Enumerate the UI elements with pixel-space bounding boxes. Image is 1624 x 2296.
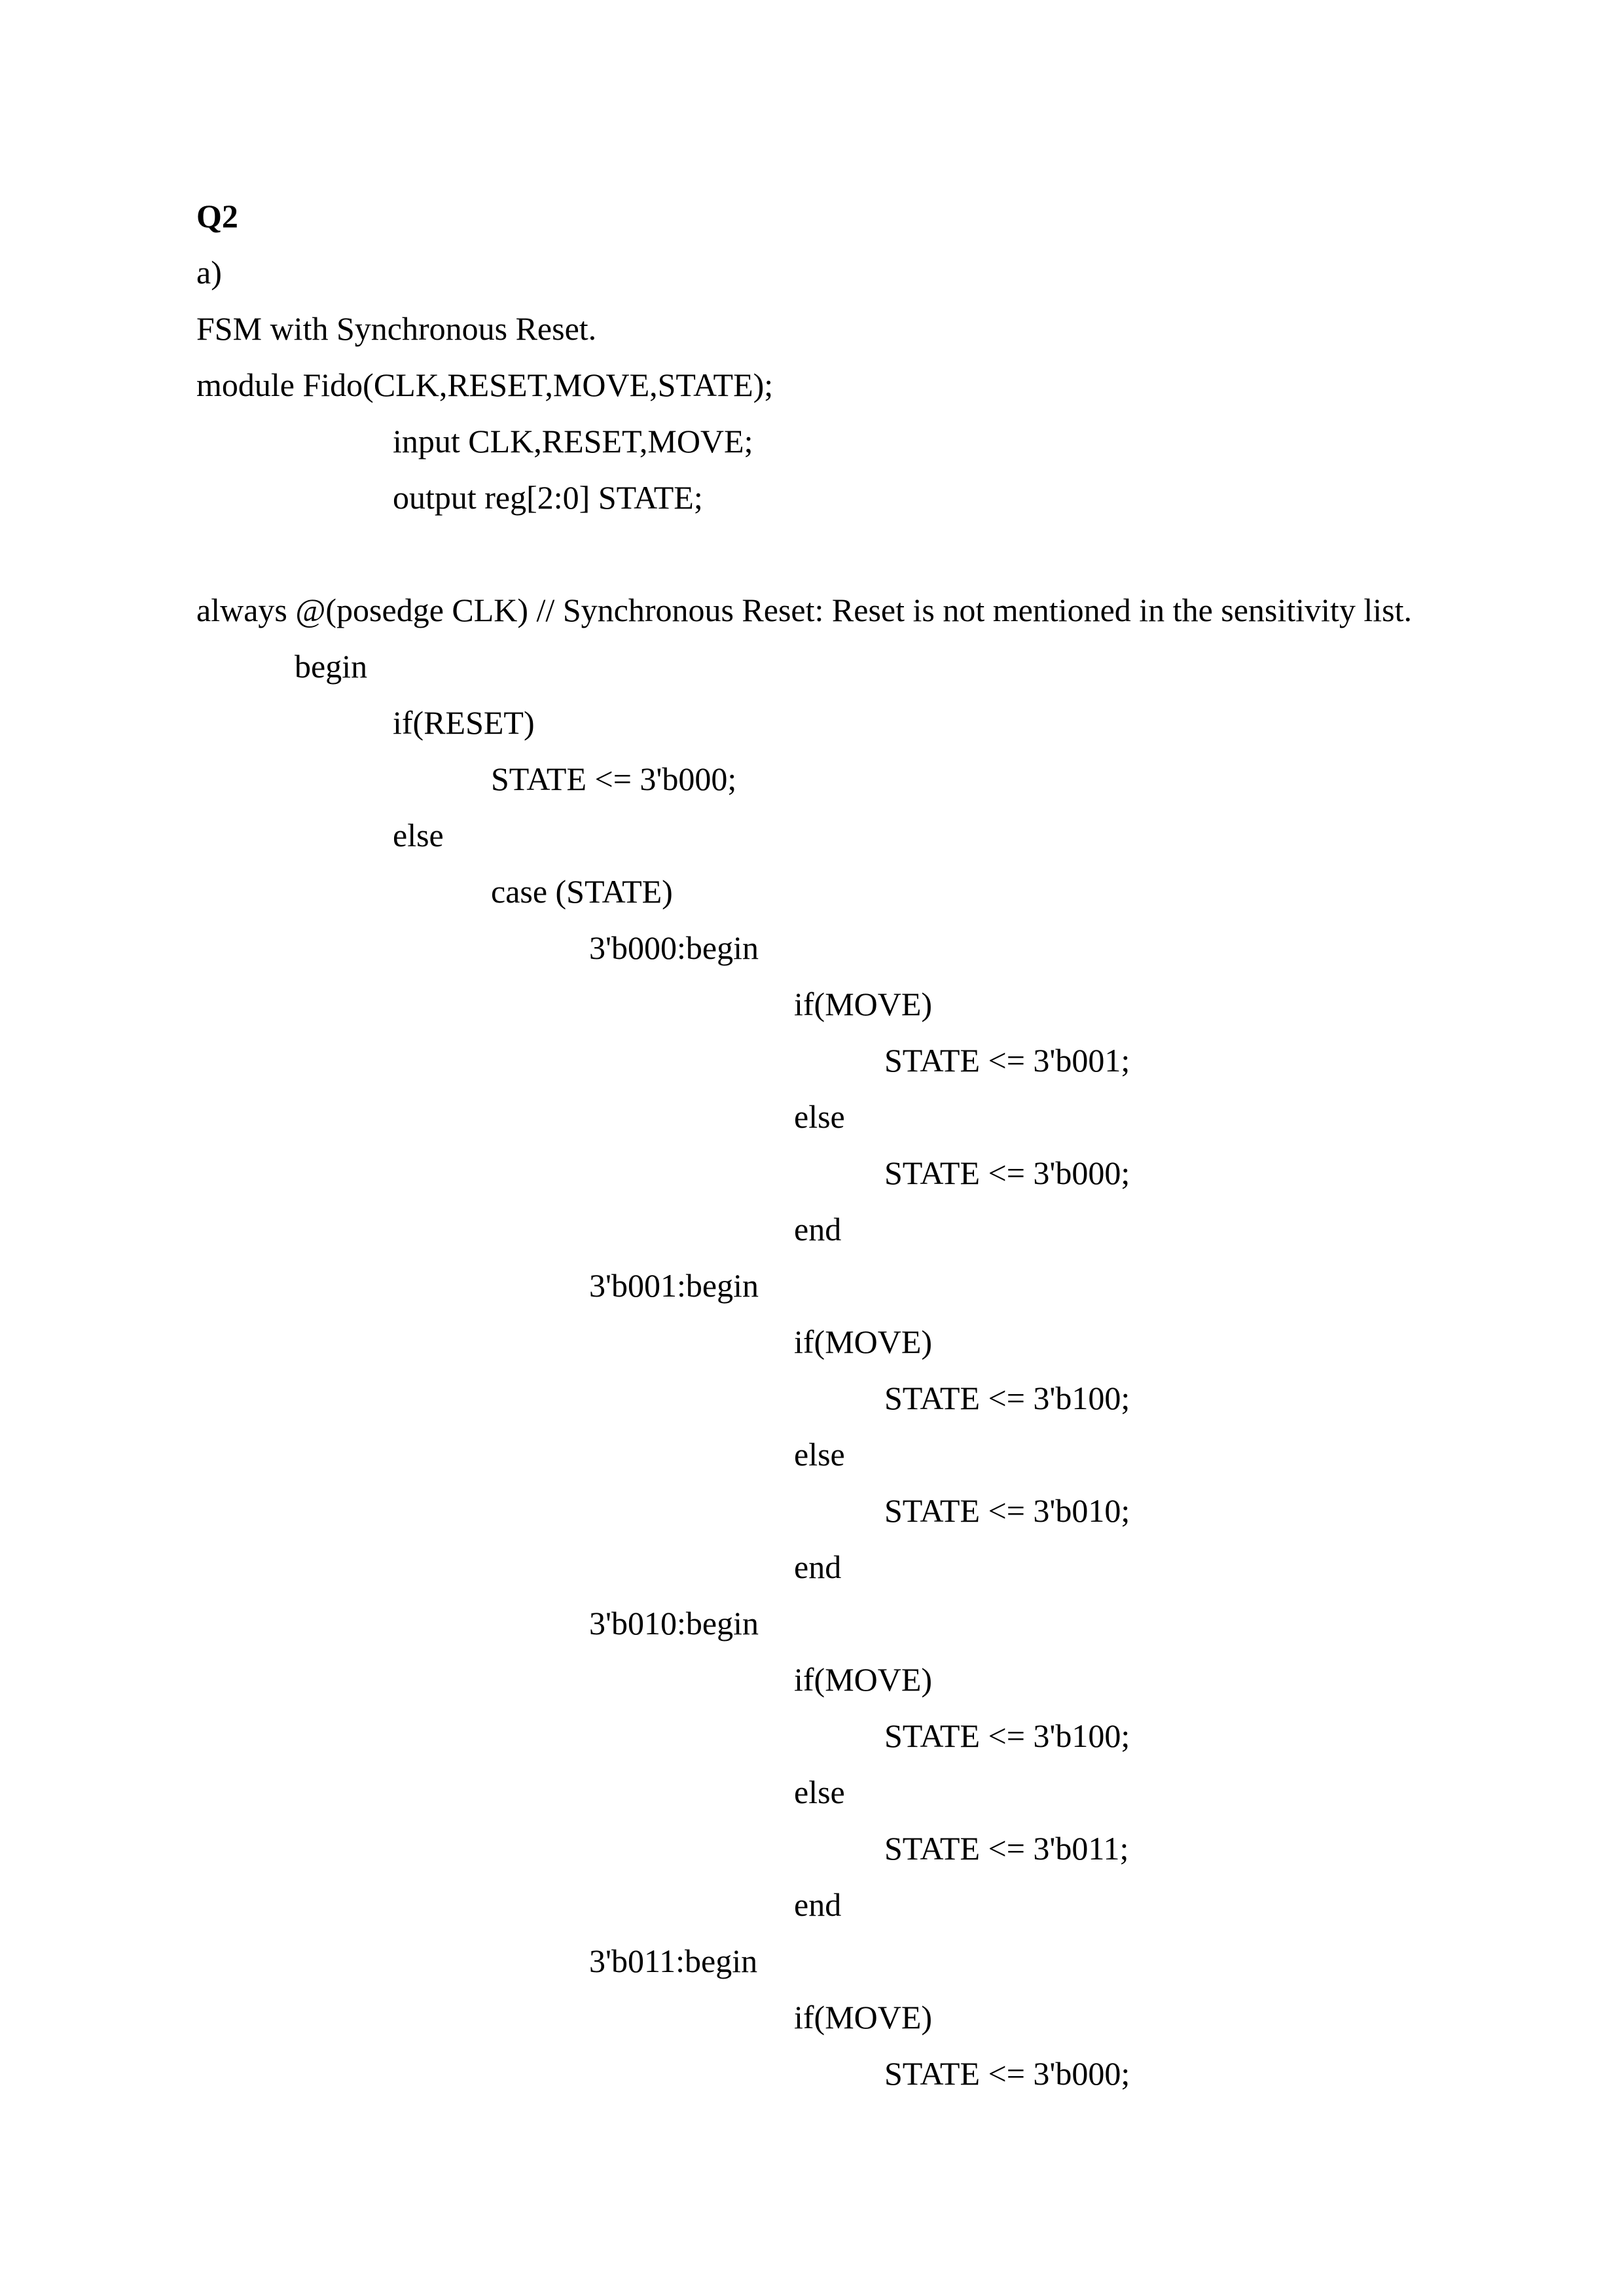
code-line: else — [794, 1436, 845, 1473]
code-line: case (STATE) — [491, 873, 673, 910]
code-line: else — [794, 1774, 845, 1810]
code-line: else — [393, 817, 444, 853]
code-line: end — [794, 1211, 842, 1247]
code-line: input CLK,RESET,MOVE; — [393, 423, 753, 459]
code-line: end — [794, 1886, 842, 1923]
code-line: STATE <= 3'b000; — [491, 761, 737, 797]
code-line: STATE <= 3'b100; — [884, 1717, 1130, 1754]
code-line: if(MOVE) — [794, 1323, 933, 1360]
code-line: begin — [295, 648, 368, 685]
code-line: module Fido(CLK,RESET,MOVE,STATE); — [196, 367, 774, 403]
code-line: always @(posedge CLK) // Synchronous Reset: Reset is not mentioned in the sensitivity list. — [196, 592, 1412, 628]
code-line: STATE <= 3'b011; — [884, 1830, 1129, 1867]
question-heading: Q2 — [196, 198, 238, 234]
code-line: if(MOVE) — [794, 1661, 933, 1698]
code-line: output reg[2:0] STATE; — [393, 479, 703, 516]
part-label: a) — [196, 254, 222, 291]
code-line: 3'b000:begin — [589, 929, 759, 966]
code-line: STATE <= 3'b001; — [884, 1042, 1130, 1079]
code-line: STATE <= 3'b000; — [884, 1155, 1130, 1191]
code-line: end — [794, 1549, 842, 1585]
code-line: 3'b010:begin — [589, 1605, 759, 1641]
code-line: STATE <= 3'b010; — [884, 1492, 1130, 1529]
code-line: STATE <= 3'b100; — [884, 1380, 1130, 1416]
code-line: 3'b001:begin — [589, 1267, 759, 1304]
code-line: if(MOVE) — [794, 986, 933, 1022]
subtitle: FSM with Synchronous Reset. — [196, 310, 597, 347]
code-line: STATE <= 3'b000; — [884, 2055, 1130, 2092]
code-line: if(MOVE) — [794, 1999, 933, 2036]
code-line: if(RESET) — [393, 704, 535, 741]
code-line: 3'b011:begin — [589, 1943, 758, 1979]
code-line: else — [794, 1098, 845, 1135]
